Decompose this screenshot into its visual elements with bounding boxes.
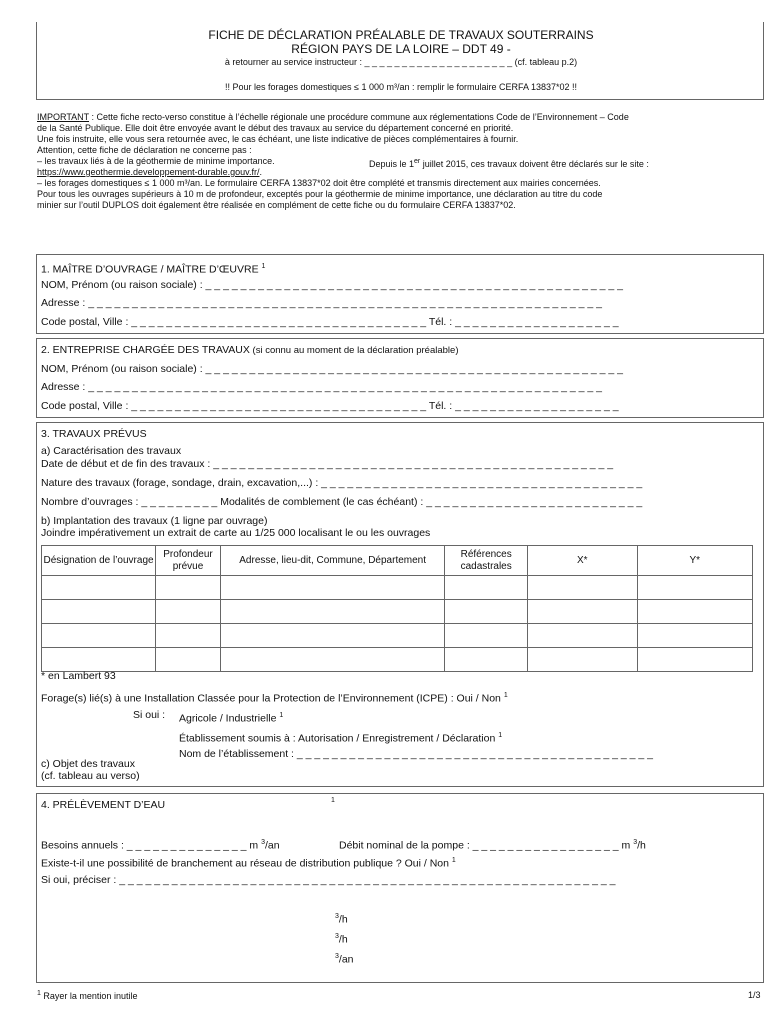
table-cell[interactable] — [445, 624, 528, 648]
intro-line-1: IMPORTANT : Cette fiche recto-verso constitue à l’échelle régionale une procédure commune aux réglementations Code de l’Environnement – Code — [37, 112, 629, 122]
section-travaux — [36, 422, 764, 787]
section3-b-instruction: Joindre impérativement un extrait de carte au 1/25 000 localisant le ou les ouvrages — [41, 527, 431, 539]
nature-field[interactable]: Nature des travaux (forage, sondage, drain, excavation,...) : _ _ _ _ _ _ _ _ _ _ _ _ _ _ _ _ _ _ _ _ _ _ _ _ _ _ _ _ _ _ _ _ _ _ _ _ _ — [41, 477, 643, 489]
table-cell[interactable] — [42, 624, 156, 648]
si-oui-label: Si oui : — [133, 709, 166, 721]
section4-title: 4. PRÉLÈVEMENT D’EAU — [41, 799, 166, 811]
section-entreprise — [36, 338, 764, 418]
return-instruction: à retourner au service instructeur : _ _ _ _ _ _ _ _ _ _ _ _ _ _ _ _ _ _ _ _ (cf. tableau p.2) — [224, 57, 578, 67]
table-header: X* — [527, 546, 637, 576]
table-cell[interactable] — [527, 576, 637, 600]
table-cell[interactable] — [637, 600, 753, 624]
footnote: $^1$ Rayer la mention inutile — [37, 990, 138, 1001]
debit-pompe-field[interactable]: Débit nominal de la pompe : _ _ _ _ _ _ _ _ _ _ _ _ _ _ _ _ _ m $^3$/h — [339, 839, 646, 852]
section2-adresse-field[interactable]: Adresse : _ _ _ _ _ _ _ _ _ _ _ _ _ _ _ _ _ _ _ _ _ _ _ _ _ _ _ _ _ _ _ _ _ _ _ _ _ _ _ _ _ _ _ _ _ _ _ _ _ _ _ _ _ _ _ _ _ _ _ — [41, 381, 603, 393]
agricole-option[interactable]: Agricole / Industrielle $^1$ — [179, 712, 284, 725]
section1-nom-field[interactable]: NOM, Prénom (ou raison sociale) : _ _ _ _ _ _ _ _ _ _ _ _ _ _ _ _ _ _ _ _ _ _ _ _ _ _ _ _ _ _ _ _ _ _ _ _ _ _ _ _ _ _ _ _ _ _ _ _ — [41, 279, 623, 291]
nom-etablissement-field[interactable]: Nom de l’établissement : _ _ _ _ _ _ _ _ _ _ _ _ _ _ _ _ _ _ _ _ _ _ _ _ _ _ _ _ _ _ _ _ _ _ _ _ _ _ _ _ _ — [179, 748, 653, 760]
table-cell[interactable] — [220, 648, 445, 672]
table-cell[interactable] — [637, 576, 753, 600]
etablissement-option[interactable]: Établissement soumis à : Autorisation / Enregistrement / Déclaration $^1$ — [179, 732, 503, 745]
table-cell[interactable] — [445, 600, 528, 624]
header-box — [36, 22, 764, 100]
intro-line-9: minier sur l’outil DUPLOS doit également être réalisée en complément de cette fiche ou du formulaire CERFA 13837*02. — [37, 200, 516, 210]
branchement-question[interactable]: Existe-t-il une possibilité de branchement au réseau de distribution publique ? Oui / Non $^1$ — [41, 857, 456, 870]
section-maitre-ouvrage — [36, 254, 764, 334]
table-cell[interactable] — [42, 648, 156, 672]
table-header: Profondeur prévue — [156, 546, 221, 576]
form-title: FICHE DE DÉCLARATION PRÉALABLE DE TRAVAUX SOUTERRAINS — [208, 28, 594, 42]
table-cell[interactable] — [156, 624, 221, 648]
nombre-field[interactable]: Nombre d’ouvrages : _ _ _ _ _ _ _ _ _ Modalités de comblement (le cas échéant) : _ _ _ _ _ _ _ _ _ _ _ _ _ _ _ _ _ _ _ _ _ _ _ _ _ — [41, 496, 643, 508]
section3-title: 3. TRAVAUX PRÉVUS — [41, 428, 147, 440]
intro-line-5b: Depuis le 1er juillet 2015, ces travaux doivent être déclarés sur le site : — [369, 158, 649, 169]
section1-title: 1. MAÎTRE D’OUVRAGE / MAÎTRE D’ŒUVRE $^1$ — [41, 263, 266, 276]
lambert-note: * en Lambert 93 — [41, 670, 116, 682]
preciser-field[interactable]: Si oui, préciser : _ _ _ _ _ _ _ _ _ _ _ _ _ _ _ _ _ _ _ _ _ _ _ _ _ _ _ _ _ _ _ _ _ _ _ _ _ _ _ _ _ _ _ _ _ _ _ _ _ _ _ _ _ _ _ _ _ — [41, 874, 616, 886]
page-number: 1/3 — [748, 990, 761, 1000]
intro-line-2: de la Santé Publique. Elle doit être envoyée avant le début des travaux au service du département concerné en priorité. — [37, 123, 514, 133]
table-cell[interactable] — [220, 624, 445, 648]
forages-warning: !! Pour les forages domestiques ≤ 1 000 m³/an : remplir le formulaire CERFA 13837*02 !! — [224, 82, 578, 92]
table-row — [42, 624, 753, 648]
table-cell[interactable] — [220, 576, 445, 600]
table-cell[interactable] — [156, 600, 221, 624]
objet-travaux-label: c) Objet des travaux — [41, 758, 135, 770]
unit-h-1: $^3$/h — [335, 913, 348, 926]
intro-line-8: Pour tous les ouvrages supérieurs à 10 m de profondeur, exceptés pour la géothermie de minime importance, une déclaration au titre du code — [37, 189, 603, 199]
section2-nom-field[interactable]: NOM, Prénom (ou raison sociale) : _ _ _ _ _ _ _ _ _ _ _ _ _ _ _ _ _ _ _ _ _ _ _ _ _ _ _ _ _ _ _ _ _ _ _ _ _ _ _ _ _ _ _ _ _ _ _ _ — [41, 363, 623, 375]
table-cell[interactable] — [156, 648, 221, 672]
dates-field[interactable]: Date de début et de fin des travaux : _ _ _ _ _ _ _ _ _ _ _ _ _ _ _ _ _ _ _ _ _ _ _ _ _ _ _ _ _ _ _ _ _ _ _ _ _ _ _ _ _ _ _ _ _ _ — [41, 458, 614, 470]
table-cell[interactable] — [42, 576, 156, 600]
section1-cp-field[interactable]: Code postal, Ville : _ _ _ _ _ _ _ _ _ _ _ _ _ _ _ _ _ _ _ _ _ _ _ _ _ _ _ _ _ _ _ _ _ _ Tél. : _ _ _ _ _ _ _ _ _ _ _ _ _ _ _ _ _ _ _ — [41, 316, 619, 328]
section2-cp-field[interactable]: Code postal, Ville : _ _ _ _ _ _ _ _ _ _ _ _ _ _ _ _ _ _ _ _ _ _ _ _ _ _ _ _ _ _ _ _ _ _ Tél. : _ _ _ _ _ _ _ _ _ _ _ _ _ _ _ _ _ _ _ — [41, 400, 619, 412]
unit-h-2: $^3$/h — [335, 933, 348, 946]
unit-an: $^3$/an — [335, 953, 354, 966]
table-header: Y* — [637, 546, 753, 576]
table-cell[interactable] — [527, 624, 637, 648]
table-cell[interactable] — [445, 576, 528, 600]
table-header: Adresse, lieu-dit, Commune, Département — [220, 546, 445, 576]
section-prelevement — [36, 793, 764, 983]
table-cell[interactable] — [527, 648, 637, 672]
geothermie-link[interactable]: https://www.geothermie.developpement-durable.gouv.fr/ — [37, 167, 260, 177]
table-cell[interactable] — [445, 648, 528, 672]
table-cell[interactable] — [156, 576, 221, 600]
section1-adresse-field[interactable]: Adresse : _ _ _ _ _ _ _ _ _ _ _ _ _ _ _ _ _ _ _ _ _ _ _ _ _ _ _ _ _ _ _ _ _ _ _ _ _ _ _ _ _ _ _ _ _ _ _ _ _ _ _ _ _ _ _ _ _ _ _ — [41, 297, 603, 309]
objet-travaux-ref: (cf. tableau au verso) — [41, 770, 140, 782]
important-label: IMPORTANT — [37, 112, 90, 122]
table-header: Références cadastrales — [445, 546, 528, 576]
intro-line-3: Une fois instruite, elle vous sera retournée avec, le cas échéant, une liste indicative de pièces complémentaires à fournir. — [37, 134, 519, 144]
section3-b-title: b) Implantation des travaux (1 ligne par ouvrage) — [41, 515, 268, 527]
intro-line-4: Attention, cette fiche de déclaration ne concerne pas : — [37, 145, 252, 155]
section2-title: 2. ENTREPRISE CHARGÉE DES TRAVAUX (si connu au moment de la déclaration préalable) — [41, 344, 459, 356]
section3-a-title: a) Caractérisation des travaux — [41, 445, 182, 457]
intro-line-6: https://www.geothermie.developpement-durable.gouv.fr/. — [37, 167, 262, 177]
table-row — [42, 600, 753, 624]
table-header: Désignation de l’ouvrage — [42, 546, 156, 576]
table-row — [42, 648, 753, 672]
table-cell[interactable] — [637, 624, 753, 648]
table-header-row — [42, 546, 753, 576]
table-cell[interactable] — [527, 600, 637, 624]
icpe-question[interactable]: Forage(s) lié(s) à une Installation Classée pour la Protection de l’Environnement (ICPE) : Oui / Non $^1$ — [41, 692, 508, 705]
table-cell[interactable] — [637, 648, 753, 672]
intro-line-5a: – les travaux liés à de la géothermie de minime importance. — [37, 156, 275, 166]
section4-title-sup: 1 — [331, 797, 335, 804]
table-cell[interactable] — [220, 600, 445, 624]
besoins-annuels-field[interactable]: Besoins annuels : _ _ _ _ _ _ _ _ _ _ _ _ _ _ m $^3$/an — [41, 839, 280, 852]
form-subtitle: RÉGION PAYS DE LA LOIRE – DDT 49 - — [291, 42, 511, 56]
table-cell[interactable] — [42, 600, 156, 624]
intro-line-7: – les forages domestiques ≤ 1 000 m³/an. Le formulaire CERFA 13837*02 doit être complété et transmis directement aux mairies concernées. — [37, 178, 601, 188]
implantation-table — [41, 545, 753, 672]
table-row — [42, 576, 753, 600]
